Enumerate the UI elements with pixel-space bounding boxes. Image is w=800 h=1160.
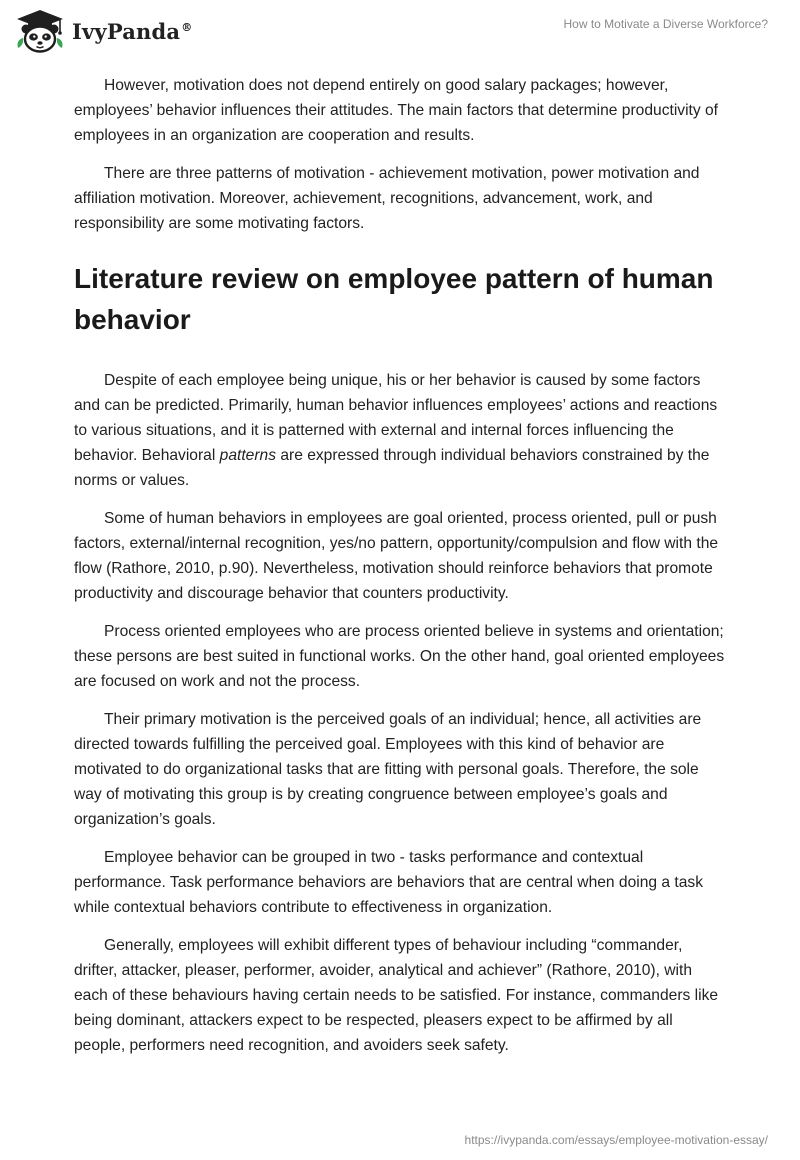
paragraph-3-italic: patterns	[219, 447, 276, 464]
paragraph-3-text-b: are expressed through individual behaviors constrained by the norms or values.	[74, 447, 710, 489]
section-heading: Literature review on employee pattern of human behavior	[74, 263, 714, 335]
paragraph-4: Some of human behaviors in employees are goal oriented, process oriented, pull or push factors, external/internal recognition, yes/no pattern, opportunity/compulsion and flow with the flow (Rathore, 2010, p.90). Nevertheless, motivation should reinforce behaviors that promote productivity and discourage behavior that counters productivity.	[74, 510, 719, 602]
page-header	[0, 0, 800, 62]
essay-body	[74, 73, 726, 1071]
source-url[interactable]: https://ivypanda.com/essays/employee-motivation-essay/	[464, 1133, 768, 1147]
paragraph-5: Process oriented employees who are process oriented believe in systems and orientation; these persons are best suited in functional works. On the other hand, goal oriented employees are focused on work and not the process.	[74, 623, 725, 690]
registered-mark: ®	[181, 20, 193, 34]
paragraph-1: However, motivation does not depend entirely on good salary packages; however, employees’ behavior influences their attitudes. The main factors that determine productivity of employees in an organization are cooperation and results.	[74, 77, 719, 144]
paragraph-2: There are three patterns of motivation - achievement motivation, power motivation and affiliation motivation. Moreover, achievement, recognitions, advancement, work, and responsibility are some motivating factors.	[74, 165, 700, 232]
brand-logo[interactable]	[14, 8, 192, 54]
document-title: How to Motivate a Diverse Workforce?	[563, 17, 768, 31]
paragraph-6: Their primary motivation is the perceived goals of an individual; hence, all activities are directed towards fulfilling the perceived goal. Employees with this kind of behavior are motivated to do organizational tasks that are fitting with personal goals. Therefore, the sole way of motivating this group is by creating congruence between employee’s goals and organization’s goals.	[74, 711, 702, 828]
paragraph-7: Employee behavior can be grouped in two - tasks performance and contextual performance. Task performance behaviors are behaviors that are central when doing a task while contextual behaviors contribute to effectiveness in organization.	[74, 849, 704, 916]
paragraph-3	[74, 368, 726, 493]
brand-name: IvyPanda®	[72, 18, 193, 44]
paragraph-3-text-a: Despite of each employee being unique, his or her behavior is caused by some factors and can be predicted. Primarily, human behavior influences employees’ actions and reactions to various situations, and it is patterned with external and internal forces influencing the behavior. Behavioral	[74, 372, 718, 464]
paragraph-8: Generally, employees will exhibit different types of behaviour including “commander, drifter, attacker, pleaser, performer, avoider, analytical and achiever” (Rathore, 2010), with each of these behaviours having certain needs to be satisfied. For instance, commanders like being dominant, attackers expect to be respected, pleasers expect to be affirmed by all people, performers need recognition, and avoiders seek safety.	[74, 937, 719, 1054]
panda-logo-icon	[14, 8, 66, 54]
